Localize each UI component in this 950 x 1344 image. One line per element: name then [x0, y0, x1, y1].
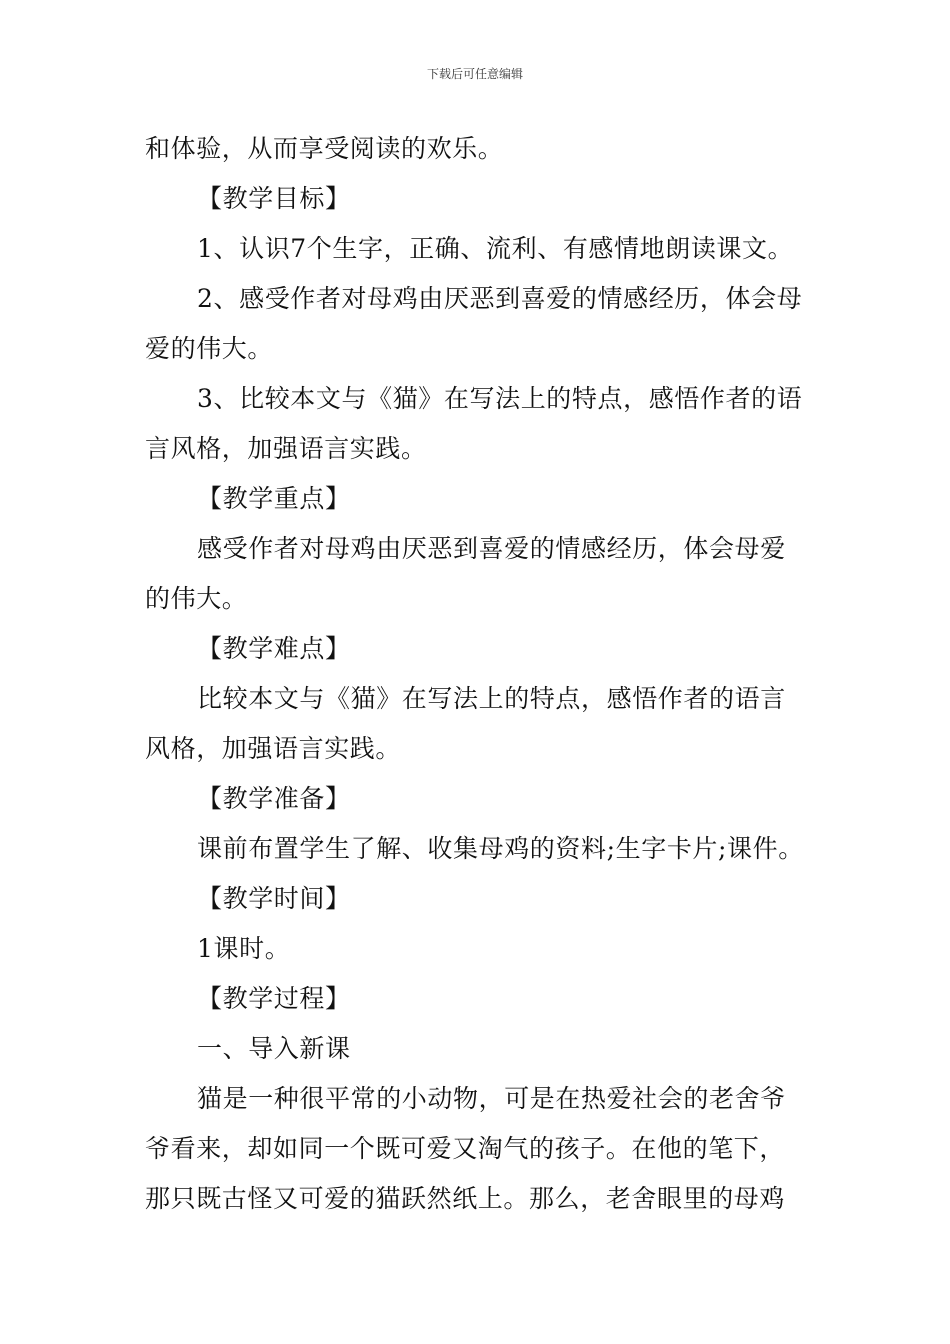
section-heading-key-points: 【教学重点】 — [197, 484, 351, 513]
section-heading-preparation: 【教学准备】 — [197, 784, 351, 813]
text-line: 那只既古怪又可爱的猫跃然纸上。那么，老舍眼里的母鸡 — [145, 1184, 786, 1213]
text-line: 爷看来，却如同一个既可爱又淘气的孩子。在他的笔下， — [145, 1134, 786, 1163]
text-line: 爱的伟大。 — [145, 334, 274, 363]
text-line: 1课时。 — [197, 934, 291, 963]
text-line: 猫是一种很平常的小动物，可是在热爱社会的老舍爷 — [197, 1084, 786, 1113]
text-line: 感受作者对母鸡由厌恶到喜爱的情感经历，体会母爱 — [197, 534, 786, 563]
text-line: 课前布置学生了解、收集母鸡的资料;生字卡片;课件。 — [197, 834, 804, 863]
section-heading-difficulties: 【教学难点】 — [197, 634, 351, 663]
text-line: 1、认识7个生字，正确、流利、有感情地朗读课文。 — [197, 234, 794, 263]
text-line: 言风格，加强语言实践。 — [145, 434, 427, 463]
text-line: 风格，加强语言实践。 — [145, 734, 402, 763]
text-line: 3、比较本文与《猫》在写法上的特点，感悟作者的语 — [197, 384, 803, 413]
document-body — [145, 124, 810, 1224]
subsection-heading-intro: 一、导入新课 — [197, 1034, 351, 1063]
text-line: 的伟大。 — [145, 584, 248, 613]
page-header-note: 下载后可任意编辑 — [426, 67, 523, 81]
text-line: 2、感受作者对母鸡由厌恶到喜爱的情感经历，体会母 — [197, 284, 803, 313]
section-heading-process: 【教学过程】 — [197, 984, 351, 1013]
text-line: 比较本文与《猫》在写法上的特点，感悟作者的语言 — [197, 684, 786, 713]
text-line: 和体验，从而享受阅读的欢乐。 — [145, 134, 504, 163]
section-heading-teaching-goals: 【教学目标】 — [197, 184, 351, 213]
section-heading-time: 【教学时间】 — [197, 884, 351, 913]
